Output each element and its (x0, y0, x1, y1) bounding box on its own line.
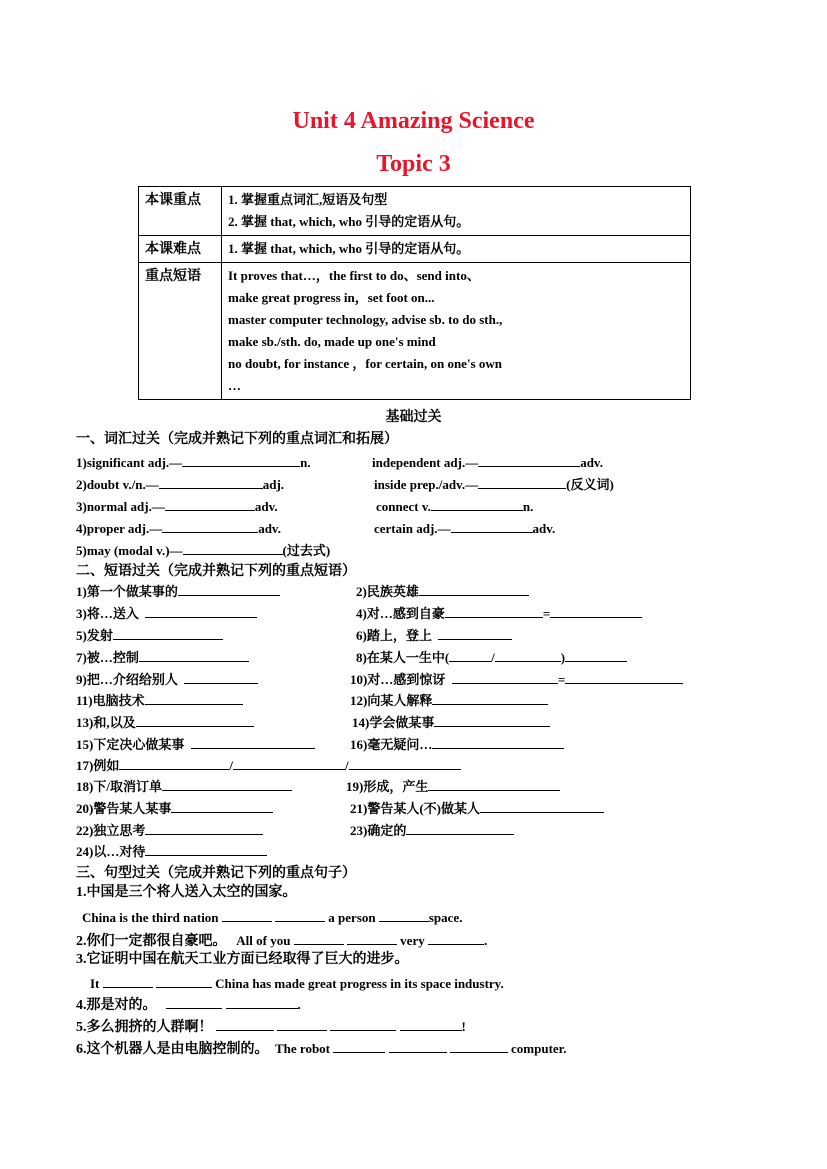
phrase-item: 13)和,以及 (76, 712, 254, 732)
phrases-heading: 二、短语过关（完成并熟记下列的重点短语） (76, 564, 356, 579)
phrase-item: 24)以…对待 (76, 841, 267, 861)
phrase-item: 8)在某人一生中( / ) (356, 647, 627, 667)
page-subtitle: Topic 3 (376, 151, 451, 177)
table-row (139, 236, 691, 263)
phrase-item: 9)把…介绍给别人 (76, 669, 258, 689)
phrase-item: 16)毫无疑问… (350, 734, 564, 754)
sentence-cn: 3.它证明中国在航天工业方面已经取得了巨大的进步。 (76, 952, 409, 967)
phrase-item: 7)被…控制 (76, 647, 249, 667)
row-key: 本课重点 (139, 187, 222, 236)
page-title: Unit 4 Amazing Science (292, 108, 535, 134)
sentence-item: 5.多么拥挤的人群啊！ ! (76, 1016, 466, 1037)
table-row (139, 263, 691, 400)
row-line: make sb./sth. do, made up one's mind (228, 334, 436, 349)
vocab-heading: 一、词汇过关（完成并熟记下列的重点词汇和拓展） (76, 432, 398, 447)
objectives-table (138, 186, 691, 400)
phrase-item: 17)例如 / / (76, 755, 461, 775)
sentence-en: China is the third nation a person space. (82, 907, 462, 927)
row-line: 1. 掌握重点词汇,短语及句型 (228, 192, 388, 207)
row-line: … (228, 378, 241, 393)
vocab-item: 5)may (modal v.)— (过去式) (76, 540, 330, 560)
phrase-item: 22)独立思考 (76, 820, 263, 840)
section-heading: 基础过关 (385, 410, 442, 425)
table-row (139, 187, 691, 236)
vocab-item: 2)doubt v./n.— adj. (76, 474, 284, 494)
vocab-item: 4)proper adj.— adv. (76, 518, 281, 538)
row-line: no doubt, for instance ，for certain, on one's own (228, 356, 502, 371)
phrase-item: 23)确定的 (350, 820, 514, 840)
vocab-item: certain adj.— adv. (374, 518, 555, 538)
sentence-cn: 1.中国是三个将人送入太空的国家。 (76, 885, 297, 900)
phrase-item: 1)第一个做某事的 (76, 581, 280, 601)
row-key: 重点短语 (139, 263, 222, 400)
row-content (222, 263, 691, 400)
phrase-item: 12)向某人解释 (350, 690, 548, 710)
row-line: 1. 掌握 that, which, who 引导的定语从句。 (228, 241, 470, 256)
phrase-item: 5)发射 (76, 625, 223, 645)
row-line: 2. 掌握 that, which, who 引导的定语从句。 (228, 214, 470, 229)
sentence-item: 4.那是对的。 . (76, 994, 301, 1015)
sentence-en: It China has made great progress in its space industry. (90, 973, 504, 993)
phrase-item: 20)警告某人某事 (76, 798, 273, 818)
phrase-item: 6)踏上，登上 (356, 625, 512, 645)
row-key: 本课难点 (139, 236, 222, 263)
vocab-item: 3)normal adj.— adv. (76, 496, 278, 516)
phrase-item: 14)学会做某事 (352, 712, 550, 732)
phrase-item: 4)对…感到自豪 = (356, 603, 642, 623)
vocab-item: independent adj.— adv. (372, 452, 603, 472)
vocab-item: 1)significant adj.— n. (76, 452, 311, 472)
phrase-item: 10)对…感到惊讶 = (350, 669, 683, 689)
row-line: make great progress in，set foot on... (228, 290, 435, 305)
vocab-item: inside prep./adv.— (反义词) (374, 474, 614, 494)
row-line: master computer technology, advise sb. to do sth., (228, 312, 503, 327)
phrase-item: 11)电脑技术 (76, 690, 243, 710)
phrase-item: 3)将…送入 (76, 603, 257, 623)
vocab-item: connect v. n. (376, 496, 533, 516)
row-content (222, 187, 691, 236)
sentence-item: 6.这个机器人是由电脑控制的。 The robot computer. (76, 1038, 567, 1059)
phrase-item: 19)形成，产生 (346, 776, 560, 796)
phrase-item: 2)民族英雄 (356, 581, 529, 601)
phrase-item: 18)下/取消订单 (76, 776, 292, 796)
row-line: It proves that…，the first to do、send into、 (228, 268, 480, 283)
phrase-item: 15)下定决心做某事 (76, 734, 315, 754)
sentences-heading: 三、句型过关（完成并熟记下列的重点句子） (76, 866, 356, 881)
sentence-item: 2.你们一定都很自豪吧。 All of you very . (76, 930, 487, 951)
row-content (222, 236, 691, 263)
phrase-item: 21)警告某人(不)做某人 (350, 798, 604, 818)
